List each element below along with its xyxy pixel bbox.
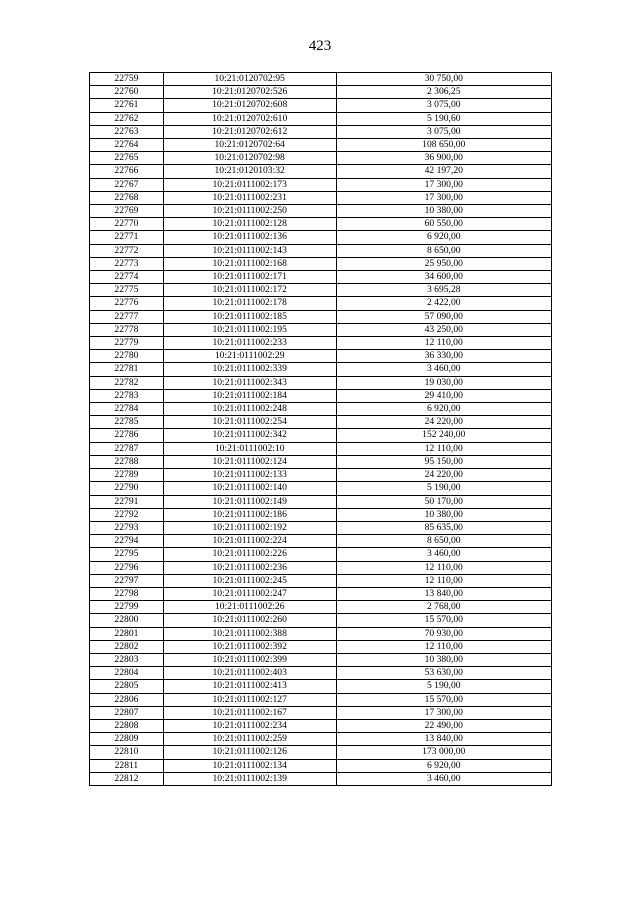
table-row <box>90 561 552 574</box>
row-number-cell: 22786 <box>90 429 164 442</box>
cadastral-number-cell: 10:21:0111002:128 <box>163 218 336 231</box>
amount-cell: 5 190,60 <box>336 112 551 125</box>
cadastral-number-cell: 10:21:0111002:127 <box>163 693 336 706</box>
row-number-cell: 22806 <box>90 693 164 706</box>
amount-cell: 36 330,00 <box>336 350 551 363</box>
cadastral-number-cell: 10:21:0111002:140 <box>163 482 336 495</box>
cadastral-number-cell: 10:21:0120702:610 <box>163 112 336 125</box>
amount-cell: 152 240,00 <box>336 429 551 442</box>
row-number-cell: 22792 <box>90 508 164 521</box>
table-row <box>90 469 552 482</box>
table-row <box>90 178 552 191</box>
row-number-cell: 22797 <box>90 574 164 587</box>
amount-cell: 5 190,00 <box>336 482 551 495</box>
table-row <box>90 403 552 416</box>
table-row <box>90 746 552 759</box>
cadastral-number-cell: 10:21:0111002:186 <box>163 508 336 521</box>
row-number-cell: 22764 <box>90 139 164 152</box>
row-number-cell: 22803 <box>90 653 164 666</box>
amount-cell: 15 570,00 <box>336 693 551 706</box>
amount-cell: 8 650,00 <box>336 244 551 257</box>
row-number-cell: 22771 <box>90 231 164 244</box>
row-number-cell: 22799 <box>90 601 164 614</box>
table-row <box>90 139 552 152</box>
cadastral-number-cell: 10:21:0120702:95 <box>163 73 336 86</box>
cadastral-number-cell: 10:21:0111002:133 <box>163 469 336 482</box>
row-number-cell: 22770 <box>90 218 164 231</box>
amount-cell: 70 930,00 <box>336 627 551 640</box>
amount-cell: 12 110,00 <box>336 640 551 653</box>
table-row <box>90 759 552 772</box>
cadastral-number-cell: 10:21:0111002:149 <box>163 495 336 508</box>
cadastral-number-cell: 10:21:0120103:32 <box>163 165 336 178</box>
row-number-cell: 22778 <box>90 323 164 336</box>
amount-cell: 13 840,00 <box>336 587 551 600</box>
amount-cell: 17 300,00 <box>336 178 551 191</box>
amount-cell: 30 750,00 <box>336 73 551 86</box>
table-row <box>90 640 552 653</box>
amount-cell: 25 950,00 <box>336 257 551 270</box>
row-number-cell: 22759 <box>90 73 164 86</box>
amount-cell: 50 170,00 <box>336 495 551 508</box>
amount-cell: 2 422,00 <box>336 297 551 310</box>
row-number-cell: 22775 <box>90 284 164 297</box>
table-row <box>90 548 552 561</box>
table-row <box>90 231 552 244</box>
table-row <box>90 112 552 125</box>
cadastral-number-cell: 10:21:0120702:526 <box>163 86 336 99</box>
table-row <box>90 297 552 310</box>
row-number-cell: 22769 <box>90 205 164 218</box>
table-row <box>90 653 552 666</box>
cadastral-number-cell: 10:21:0111002:171 <box>163 271 336 284</box>
cadastral-number-cell: 10:21:0111002:26 <box>163 601 336 614</box>
cadastral-number-cell: 10:21:0111002:343 <box>163 376 336 389</box>
table-row <box>90 389 552 402</box>
amount-cell: 6 920,00 <box>336 403 551 416</box>
row-number-cell: 22773 <box>90 257 164 270</box>
amount-cell: 8 650,00 <box>336 535 551 548</box>
cadastral-number-cell: 10:21:0111002:413 <box>163 680 336 693</box>
cadastral-number-cell: 10:21:0120702:64 <box>163 139 336 152</box>
row-number-cell: 22779 <box>90 337 164 350</box>
table-row <box>90 482 552 495</box>
amount-cell: 85 635,00 <box>336 521 551 534</box>
row-number-cell: 22782 <box>90 376 164 389</box>
row-number-cell: 22763 <box>90 125 164 138</box>
row-number-cell: 22802 <box>90 640 164 653</box>
row-number-cell: 22800 <box>90 614 164 627</box>
cadastral-number-cell: 10:21:0111002:224 <box>163 535 336 548</box>
row-number-cell: 22794 <box>90 535 164 548</box>
cadastral-number-cell: 10:21:0111002:134 <box>163 759 336 772</box>
row-number-cell: 22774 <box>90 271 164 284</box>
table-row <box>90 337 552 350</box>
row-number-cell: 22811 <box>90 759 164 772</box>
amount-cell: 24 220,00 <box>336 416 551 429</box>
table-row <box>90 719 552 732</box>
cadastral-number-cell: 10:21:0111002:399 <box>163 653 336 666</box>
table-row <box>90 574 552 587</box>
cadastral-number-cell: 10:21:0111002:178 <box>163 297 336 310</box>
cadastral-number-cell: 10:21:0111002:254 <box>163 416 336 429</box>
row-number-cell: 22810 <box>90 746 164 759</box>
table-row <box>90 125 552 138</box>
table-row <box>90 442 552 455</box>
table-row <box>90 429 552 442</box>
amount-cell: 43 250,00 <box>336 323 551 336</box>
table-row <box>90 363 552 376</box>
cadastral-number-cell: 10:21:0111002:139 <box>163 772 336 785</box>
table-row <box>90 271 552 284</box>
cadastral-number-cell: 10:21:0111002:339 <box>163 363 336 376</box>
table-row <box>90 455 552 468</box>
cadastral-number-cell: 10:21:0111002:342 <box>163 429 336 442</box>
row-number-cell: 22787 <box>90 442 164 455</box>
amount-cell: 12 110,00 <box>336 442 551 455</box>
row-number-cell: 22808 <box>90 719 164 732</box>
amount-cell: 3 075,00 <box>336 99 551 112</box>
amount-cell: 3 460,00 <box>336 548 551 561</box>
table-row <box>90 614 552 627</box>
table-row <box>90 680 552 693</box>
amount-cell: 6 920,00 <box>336 759 551 772</box>
amount-cell: 22 490,00 <box>336 719 551 732</box>
cadastral-number-cell: 10:21:0111002:234 <box>163 719 336 732</box>
row-number-cell: 22790 <box>90 482 164 495</box>
row-number-cell: 22804 <box>90 667 164 680</box>
cadastral-number-cell: 10:21:0111002:250 <box>163 205 336 218</box>
cadastral-number-cell: 10:21:0111002:168 <box>163 257 336 270</box>
row-number-cell: 22789 <box>90 469 164 482</box>
amount-cell: 3 075,00 <box>336 125 551 138</box>
amount-cell: 3 460,00 <box>336 772 551 785</box>
amount-cell: 173 000,00 <box>336 746 551 759</box>
amount-cell: 15 570,00 <box>336 614 551 627</box>
cadastral-number-cell: 10:21:0111002:392 <box>163 640 336 653</box>
table-row <box>90 86 552 99</box>
row-number-cell: 22809 <box>90 733 164 746</box>
cadastral-number-cell: 10:21:0111002:236 <box>163 561 336 574</box>
cadastral-number-cell: 10:21:0111002:185 <box>163 310 336 323</box>
amount-cell: 2 306,25 <box>336 86 551 99</box>
cadastral-number-cell: 10:21:0111002:248 <box>163 403 336 416</box>
amount-cell: 36 900,00 <box>336 152 551 165</box>
cadastral-number-cell: 10:21:0111002:124 <box>163 455 336 468</box>
table-row <box>90 323 552 336</box>
amount-cell: 10 380,00 <box>336 205 551 218</box>
amount-cell: 5 190,00 <box>336 680 551 693</box>
amount-cell: 95 150,00 <box>336 455 551 468</box>
amount-cell: 53 630,00 <box>336 667 551 680</box>
cadastral-number-cell: 10:21:0111002:184 <box>163 389 336 402</box>
table-row <box>90 416 552 429</box>
amount-cell: 57 090,00 <box>336 310 551 323</box>
table-row <box>90 508 552 521</box>
table-row <box>90 587 552 600</box>
cadastral-number-cell: 10:21:0111002:195 <box>163 323 336 336</box>
cadastral-number-cell: 10:21:0111002:136 <box>163 231 336 244</box>
row-number-cell: 22798 <box>90 587 164 600</box>
table-row <box>90 191 552 204</box>
amount-cell: 17 300,00 <box>336 191 551 204</box>
cadastral-number-cell: 10:21:0111002:247 <box>163 587 336 600</box>
table-row <box>90 627 552 640</box>
amount-cell: 3 460,00 <box>336 363 551 376</box>
row-number-cell: 22783 <box>90 389 164 402</box>
row-number-cell: 22785 <box>90 416 164 429</box>
table-row <box>90 244 552 257</box>
row-number-cell: 22765 <box>90 152 164 165</box>
amount-cell: 10 380,00 <box>336 508 551 521</box>
table-row <box>90 733 552 746</box>
table-row <box>90 284 552 297</box>
amount-cell: 24 220,00 <box>336 469 551 482</box>
row-number-cell: 22801 <box>90 627 164 640</box>
row-number-cell: 22807 <box>90 706 164 719</box>
table-row <box>90 257 552 270</box>
table-row <box>90 99 552 112</box>
amount-cell: 19 030,00 <box>336 376 551 389</box>
table-row <box>90 495 552 508</box>
row-number-cell: 22805 <box>90 680 164 693</box>
row-number-cell: 22772 <box>90 244 164 257</box>
cadastral-number-cell: 10:21:0111002:403 <box>163 667 336 680</box>
row-number-cell: 22812 <box>90 772 164 785</box>
row-number-cell: 22766 <box>90 165 164 178</box>
amount-cell: 17 300,00 <box>336 706 551 719</box>
cadastral-number-cell: 10:21:0120702:612 <box>163 125 336 138</box>
cadastral-number-cell: 10:21:0111002:167 <box>163 706 336 719</box>
table-row <box>90 706 552 719</box>
cadastral-number-cell: 10:21:0111002:231 <box>163 191 336 204</box>
table-row <box>90 376 552 389</box>
amount-cell: 10 380,00 <box>336 653 551 666</box>
row-number-cell: 22795 <box>90 548 164 561</box>
row-number-cell: 22776 <box>90 297 164 310</box>
amount-cell: 34 600,00 <box>336 271 551 284</box>
table-row <box>90 218 552 231</box>
row-number-cell: 22780 <box>90 350 164 363</box>
row-number-cell: 22767 <box>90 178 164 191</box>
amount-cell: 12 110,00 <box>336 561 551 574</box>
cadastral-number-cell: 10:21:0111002:245 <box>163 574 336 587</box>
table-row <box>90 772 552 785</box>
amount-cell: 6 920,00 <box>336 231 551 244</box>
row-number-cell: 22781 <box>90 363 164 376</box>
row-number-cell: 22761 <box>90 99 164 112</box>
cadastral-number-cell: 10:21:0111002:172 <box>163 284 336 297</box>
table-row <box>90 521 552 534</box>
table-row <box>90 535 552 548</box>
cadastral-number-cell: 10:21:0111002:143 <box>163 244 336 257</box>
amount-cell: 29 410,00 <box>336 389 551 402</box>
row-number-cell: 22793 <box>90 521 164 534</box>
row-number-cell: 22760 <box>90 86 164 99</box>
table-row <box>90 350 552 363</box>
cadastral-number-cell: 10:21:0111002:10 <box>163 442 336 455</box>
cadastral-number-cell: 10:21:0120702:608 <box>163 99 336 112</box>
cadastral-number-cell: 10:21:0111002:388 <box>163 627 336 640</box>
row-number-cell: 22791 <box>90 495 164 508</box>
amount-cell: 12 110,00 <box>336 337 551 350</box>
cadastral-number-cell: 10:21:0111002:260 <box>163 614 336 627</box>
registry-table <box>89 72 552 786</box>
row-number-cell: 22762 <box>90 112 164 125</box>
table-row <box>90 601 552 614</box>
cadastral-number-cell: 10:21:0111002:226 <box>163 548 336 561</box>
row-number-cell: 22788 <box>90 455 164 468</box>
amount-cell: 12 110,00 <box>336 574 551 587</box>
amount-cell: 13 840,00 <box>336 733 551 746</box>
cadastral-number-cell: 10:21:0111002:173 <box>163 178 336 191</box>
row-number-cell: 22777 <box>90 310 164 323</box>
table-row <box>90 165 552 178</box>
cadastral-number-cell: 10:21:0111002:259 <box>163 733 336 746</box>
row-number-cell: 22784 <box>90 403 164 416</box>
cadastral-number-cell: 10:21:0111002:192 <box>163 521 336 534</box>
table-row <box>90 73 552 86</box>
row-number-cell: 22796 <box>90 561 164 574</box>
table-row <box>90 667 552 680</box>
amount-cell: 2 768,00 <box>336 601 551 614</box>
amount-cell: 60 550,00 <box>336 218 551 231</box>
cadastral-number-cell: 10:21:0111002:126 <box>163 746 336 759</box>
table-row <box>90 693 552 706</box>
amount-cell: 108 650,00 <box>336 139 551 152</box>
cadastral-number-cell: 10:21:0120702:98 <box>163 152 336 165</box>
amount-cell: 42 197,20 <box>336 165 551 178</box>
cadastral-number-cell: 10:21:0111002:233 <box>163 337 336 350</box>
table-row <box>90 152 552 165</box>
table-row <box>90 205 552 218</box>
row-number-cell: 22768 <box>90 191 164 204</box>
page-number: 423 <box>308 38 332 54</box>
table-row <box>90 310 552 323</box>
table-body <box>90 73 552 786</box>
amount-cell: 3 695,28 <box>336 284 551 297</box>
cadastral-number-cell: 10:21:0111002:29 <box>163 350 336 363</box>
